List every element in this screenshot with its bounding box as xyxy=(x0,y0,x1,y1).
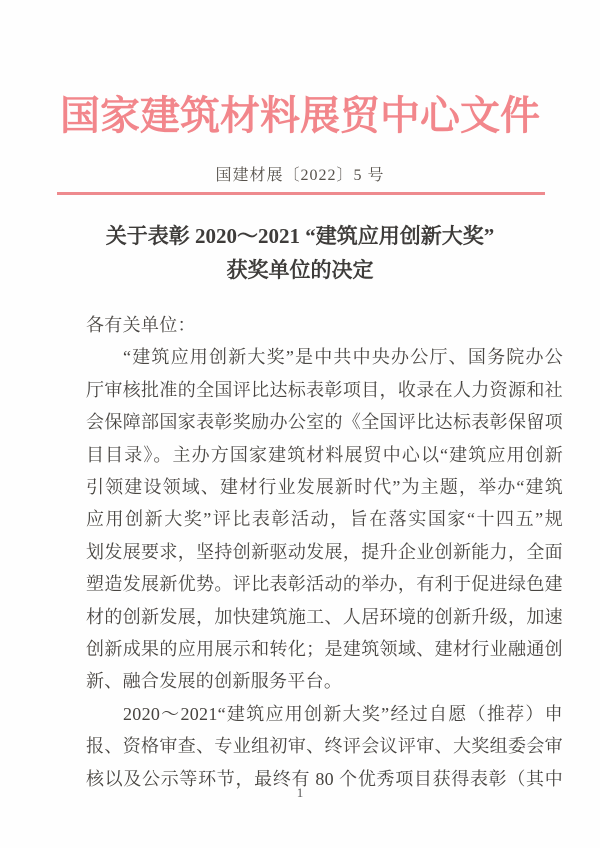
document-title xyxy=(0,219,600,287)
body-line: 会保障部国家表彰奖励办公室的《全国评比达标表彰保留项 xyxy=(86,412,563,433)
body-line: 目目录》。主办方国家建筑材料展贸中心以“建筑应用创新 xyxy=(86,444,563,465)
document-title-line-1: 关于表彰 2020～2021 “建筑应用创新大奖” xyxy=(105,224,495,248)
body-line: 核以及公示等环节，最终有 80 个优秀项目获得表彰（其中 xyxy=(86,768,563,789)
page-number: 1 xyxy=(296,785,304,800)
body-line: 应用创新大奖”评比表彰活动，旨在落实国家“十四五”规 xyxy=(86,509,563,530)
body-line: 创新成果的应用展示和转化；是建筑领域、建材行业融通创 xyxy=(86,639,563,660)
document-reference-number: 国建材展〔2022〕5 号 xyxy=(215,167,385,184)
body-line: 引领建设领域、建材行业发展新时代”为主题，举办“建筑 xyxy=(86,477,563,498)
body-line: 材的创新发展，加快建筑施工、人居环境的创新升级，加速 xyxy=(86,606,563,627)
document-title-line-2: 获奖单位的决定 xyxy=(226,258,374,282)
body-line: 新、融合发展的创新服务平台。 xyxy=(86,671,343,692)
body-line: 2020～2021“建筑应用创新大奖”经过自愿（推荐）申 xyxy=(123,703,563,724)
body-line: 划发展要求，坚持创新驱动发展，提升企业创新能力，全面 xyxy=(86,541,563,562)
body-line: 塑造发展新优势。评比表彰活动的举办，有利于促进绿色建 xyxy=(86,574,563,595)
body-line: 厅审核批准的全国评比达标表彰项目，收录在人力资源和社 xyxy=(86,379,563,400)
document-body xyxy=(86,309,563,795)
red-divider-rule xyxy=(57,192,545,195)
salutation-line: 各有关单位： xyxy=(86,315,196,335)
body-line: “建筑应用创新大奖”是中共中央办公厅、国务院办公 xyxy=(123,347,563,368)
body-line: 报、资格审查、专业组初审、终评会议评审、大奖组委会审 xyxy=(86,736,563,757)
document-header-title: 国家建筑材料展贸中心文件 xyxy=(60,93,540,138)
